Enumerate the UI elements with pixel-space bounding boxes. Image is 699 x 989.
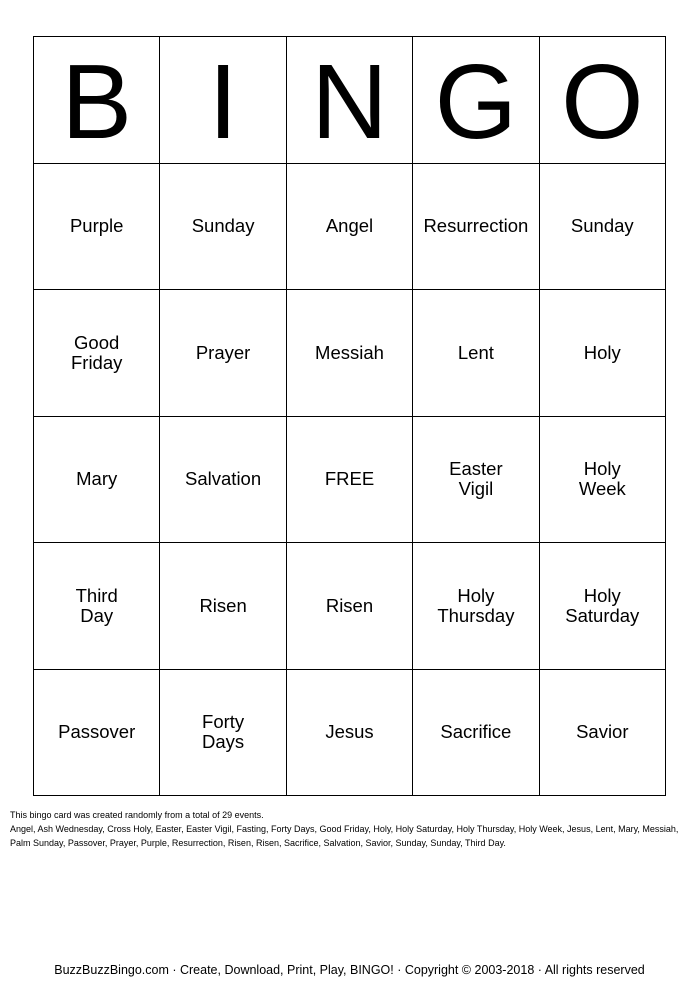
header-cell-b [34, 37, 160, 164]
bingo-cell [34, 670, 160, 797]
header-letter: G [434, 42, 518, 161]
cell-text: Sunday [191, 215, 255, 237]
bingo-cell [287, 670, 413, 797]
cell-text: Prayer [195, 341, 251, 363]
header-cell-n [287, 37, 413, 164]
cell-text: Easter Vigil [449, 458, 503, 500]
bingo-cell [540, 543, 666, 670]
cell-text: Purple [69, 215, 124, 237]
bingo-cell [413, 290, 539, 417]
bingo-cell [287, 290, 413, 417]
bingo-card [33, 36, 666, 796]
header-letter: I [208, 42, 238, 161]
bingo-cell [540, 670, 666, 797]
free-cell [287, 417, 413, 544]
cell-text: Lent [457, 341, 494, 363]
cell-text: Holy Week [578, 458, 626, 500]
bingo-cell [160, 290, 286, 417]
bingo-cell [160, 417, 286, 544]
bingo-cell [287, 543, 413, 670]
bingo-cell [34, 290, 160, 417]
bingo-cell [540, 164, 666, 291]
cell-text: Holy Thursday [437, 584, 515, 626]
bingo-cell [413, 670, 539, 797]
cell-text: Passover [58, 721, 136, 743]
bingo-cell [540, 417, 666, 544]
header-cell-g [413, 37, 539, 164]
bingo-cell [160, 543, 286, 670]
cell-text: Holy Saturday [565, 584, 640, 626]
bingo-cell [413, 164, 539, 291]
card-info-summary: This bingo card was created randomly from a total of 29 events. [10, 810, 264, 820]
cell-text: Angel [325, 215, 374, 237]
bingo-cell [34, 164, 160, 291]
card-info [10, 808, 690, 850]
header-cell-i [160, 37, 286, 164]
bingo-cell [413, 543, 539, 670]
bingo-cell [413, 417, 539, 544]
bingo-cell [34, 543, 160, 670]
cell-text: Sunday [570, 215, 634, 237]
cell-text: Good Friday [70, 331, 123, 373]
cell-text: Jesus [325, 721, 374, 743]
header-letter: N [311, 42, 388, 161]
cell-text: Messiah [315, 341, 384, 363]
cell-text: Forty Days [202, 711, 245, 753]
cell-text: Salvation [185, 468, 262, 490]
bingo-cell [160, 164, 286, 291]
cell-text: FREE [324, 468, 375, 490]
bingo-cell [540, 290, 666, 417]
cell-text: Risen [325, 594, 374, 616]
cell-text: Resurrection [423, 215, 529, 237]
cell-text: Third Day [75, 584, 118, 626]
bingo-cell [287, 164, 413, 291]
bingo-cell [34, 417, 160, 544]
header-letter: O [561, 42, 644, 161]
cell-text: Sacrifice [440, 721, 512, 743]
cell-text: Savior [576, 721, 629, 743]
cell-text: Risen [199, 594, 247, 616]
bingo-cell [160, 670, 286, 797]
card-info-events: Angel, Ash Wednesday, Cross Holy, Easter, Easter Vigil, Fasting, Forty Days, Good Friday, Holy, Holy Saturday, Holy Thursday, Holy Week, Jesus, Lent, Mary, Messiah, Palm Sunday, Passover, Prayer, Purple, Resurrection, Risen, Risen, Sacrifice, Salvation, Savior, Sunday, Sunday, Third Day. [10, 824, 679, 848]
cell-text: Holy [583, 341, 621, 363]
cell-text: Mary [76, 468, 118, 490]
footer-copyright: BuzzBuzzBingo.com · Create, Download, Print, Play, BINGO! · Copyright © 2003-2018 · All rights reserved [54, 963, 645, 977]
header-cell-o [540, 37, 666, 164]
header-letter: B [61, 42, 133, 161]
